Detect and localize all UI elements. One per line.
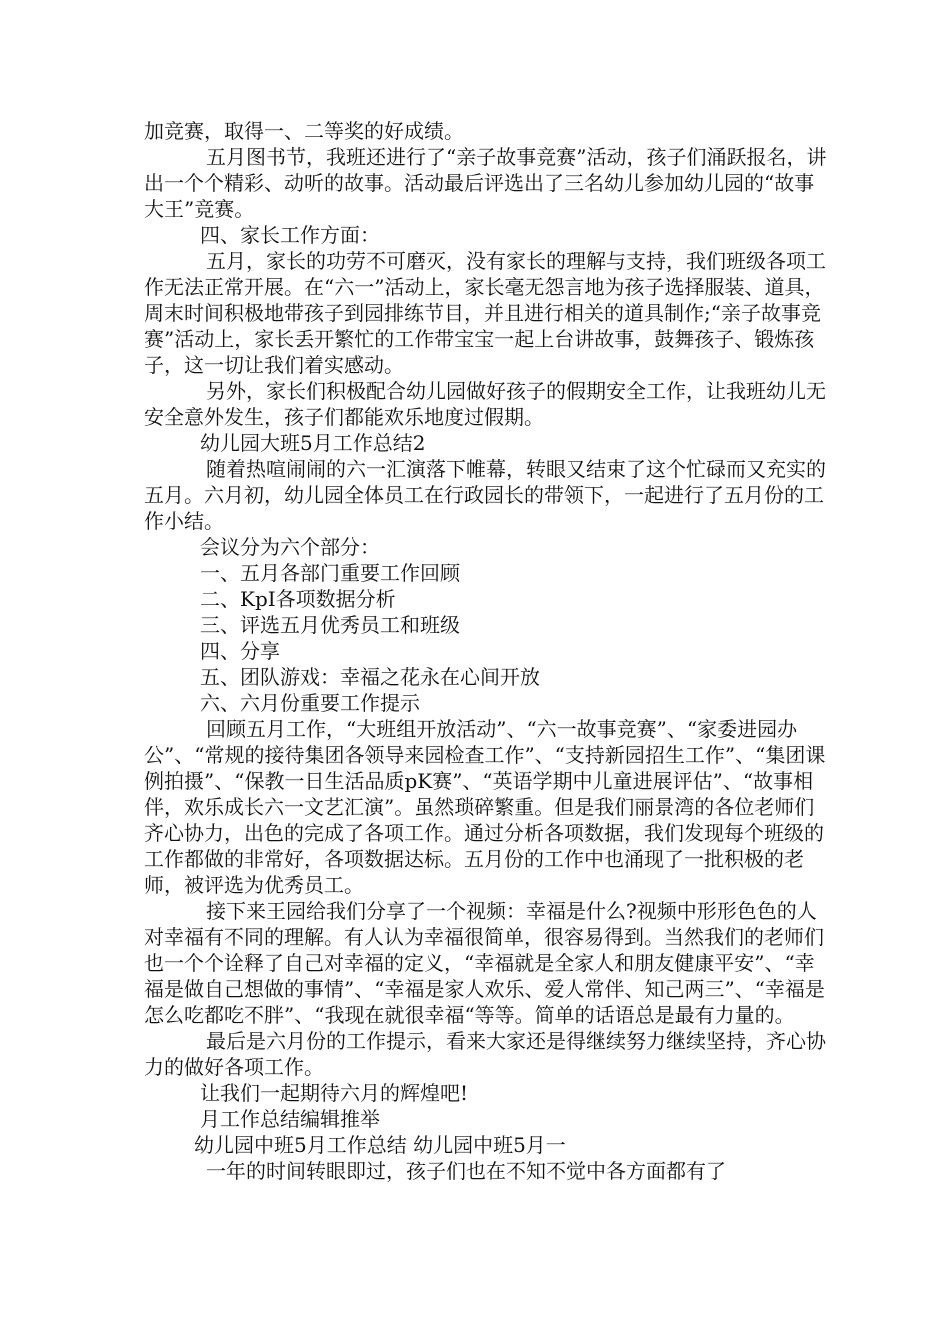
paragraph: 幼儿园中班5月工作总结 幼儿园中班5月一 (194, 1133, 566, 1157)
document-body (144, 118, 834, 1184)
paragraph: 五月图书节，我班还进行了“亲子故事竞赛”活动，孩子们涌跃报名，讲出一个个精彩、动听的故事。活动最后评选出了三名幼儿参加幼儿园的“故事大王”竞赛。 (144, 145, 827, 221)
paragraph: 随着热喧闹闹的六一汇演落下帷幕，转眼又结束了这个忙碌而又充实的五月。六月初，幼儿园全体员工在行政园长的带领下，一起进行了五月份的工作小结。 (144, 457, 826, 533)
section-heading: 四、家长工作方面： (200, 223, 380, 247)
paragraph: 最后是六月份的工作提示，看来大家还是得继续努力继续坚持，齐心协力的做好各项工作。 (144, 1029, 826, 1079)
list-item: 二、KpI各项数据分析 (200, 587, 396, 611)
section-title: 幼儿园大班5月工作总结2 (200, 431, 426, 455)
list-item: 三、评选五月优秀员工和班级 (200, 613, 460, 637)
list-item: 六、六月份重要工作提示 (200, 691, 420, 715)
paragraph: 月工作总结编辑推举 (200, 1107, 380, 1131)
list-item: 四、分享 (200, 639, 280, 663)
paragraph: 五月，家长的功劳不可磨灭，没有家长的理解与支持，我们班级各项工作无法正常开展。在“六一”活动上，家长毫无怨言地为孩子选择服装、道具，周末时间积极地带孩子到园排练节目，并且进行相关的道具制作;“亲子故事竞赛”活动上，家长丢开繁忙的工作带宝宝一起上台讲故事，鼓舞孩子、锻炼孩子，这一切让我们着实感动。 (144, 249, 826, 377)
paragraph: 一年的时间转眼即过，孩子们也在不知不觉中各方面都有了 (206, 1159, 726, 1183)
paragraph: 回顾五月工作，“大班组开放活动”、“六一故事竞赛”、“家委进园办公”、“常规的接待集团各领导来园检查工作”、“支持新园招生工作”、“集团课例拍摄”、“保教一日生活品质pK赛”、“英语学期中儿童进展评估”、“故事相伴，欢乐成长六一文艺汇演”。虽然琐碎繁重。但是我们丽景湾的各位老师们齐心协力，出色的完成了各项工作。通过分析各项数据，我们发现每个班级的工作都做的非常好，各项数据达标。五月份的工作中也涌现了一批积极的老师，被评选为优秀员工。 (144, 717, 826, 897)
paragraph: 让我们一起期待六月的辉煌吧! (200, 1081, 469, 1105)
paragraph: 加竞赛，取得一、二等奖的好成绩。 (144, 119, 464, 143)
paragraph: 会议分为六个部分： (200, 535, 380, 559)
paragraph: 另外，家长们积极配合幼儿园做好孩子的假期安全工作，让我班幼儿无安全意外发生，孩子们都能欢乐地度过假期。 (144, 379, 826, 429)
list-item: 五、团队游戏：幸福之花永在心间开放 (200, 665, 540, 689)
list-item: 一、五月各部门重要工作回顾 (200, 561, 460, 585)
paragraph: 接下来王园给我们分享了一个视频：幸福是什么?视频中形形色色的人对幸福有不同的理解。有人认为幸福很简单，很容易得到。当然我们的老师们也一个个诠释了自己对幸福的定义，“幸福就是全家人和朋友健康平安”、“幸福是做自己想做的事情”、“幸福是家人欢乐、爱人常伴、知己两三”、“幸福是怎么吃都吃不胖”、“我现在就很幸福“等等。简单的话语总是最有力量的。 (144, 899, 825, 1027)
